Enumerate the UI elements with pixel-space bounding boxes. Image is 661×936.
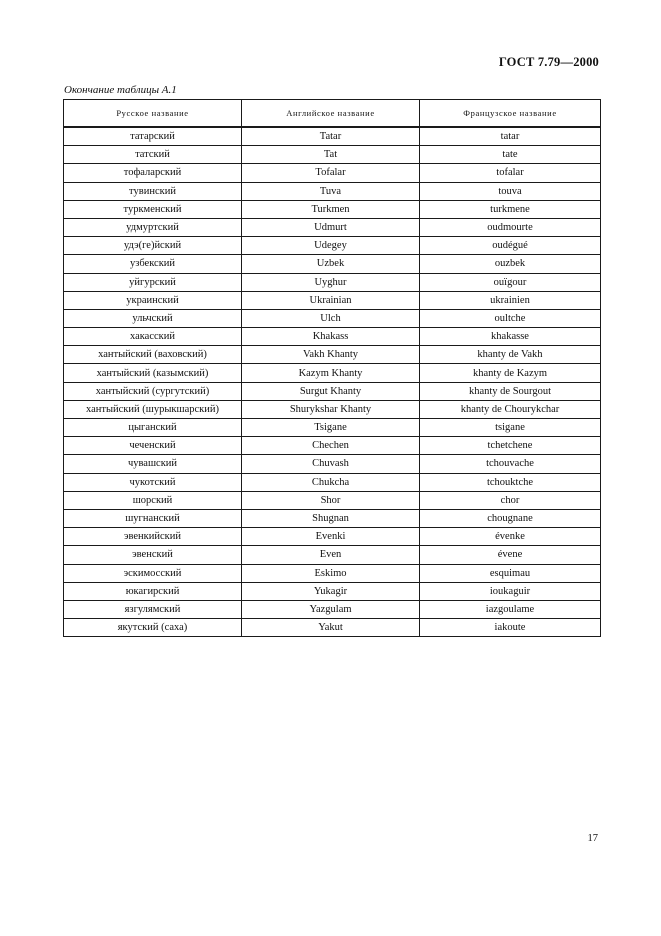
table-row <box>64 127 601 146</box>
french-name-cell: tofalar <box>420 164 601 182</box>
table-row <box>64 582 601 600</box>
english-name-cell: Shor <box>242 491 420 509</box>
russian-name-cell: хакасский <box>64 328 242 346</box>
french-name-cell: ouzbek <box>420 255 601 273</box>
table-row <box>64 237 601 255</box>
table-row <box>64 218 601 236</box>
french-name-cell: oudmourte <box>420 218 601 236</box>
english-name-cell: Yakut <box>242 619 420 637</box>
english-name-cell: Kazym Khanty <box>242 364 420 382</box>
language-names-table <box>63 99 601 637</box>
english-name-cell: Vakh Khanty <box>242 346 420 364</box>
russian-name-cell: чеченский <box>64 437 242 455</box>
russian-name-cell: эвенкийский <box>64 528 242 546</box>
french-name-cell: chor <box>420 491 601 509</box>
table-row <box>64 528 601 546</box>
english-name-cell: Evenki <box>242 528 420 546</box>
russian-name-cell: юкагирский <box>64 582 242 600</box>
french-name-cell: ouïgour <box>420 273 601 291</box>
table-row <box>64 309 601 327</box>
russian-name-cell: чувашский <box>64 455 242 473</box>
table-body <box>64 127 601 637</box>
table-row <box>64 273 601 291</box>
russian-name-cell: чукотский <box>64 473 242 491</box>
table-row <box>64 146 601 164</box>
french-name-cell: khakasse <box>420 328 601 346</box>
english-name-cell: Shugnan <box>242 509 420 527</box>
french-name-cell: ukrainien <box>420 291 601 309</box>
english-name-cell: Uzbek <box>242 255 420 273</box>
english-name-cell: Udegey <box>242 237 420 255</box>
column-header-french: Французское название <box>420 100 601 128</box>
table-row <box>64 400 601 418</box>
english-name-cell: Surgut Khanty <box>242 382 420 400</box>
english-name-cell: Yukagir <box>242 582 420 600</box>
table-row <box>64 564 601 582</box>
french-name-cell: iazgoulame <box>420 600 601 618</box>
russian-name-cell: татский <box>64 146 242 164</box>
french-name-cell: touva <box>420 182 601 200</box>
russian-name-cell: цыганский <box>64 419 242 437</box>
page-number: 17 <box>587 833 598 844</box>
russian-name-cell: шорский <box>64 491 242 509</box>
table-row <box>64 382 601 400</box>
french-name-cell: évene <box>420 546 601 564</box>
french-name-cell: iakoute <box>420 619 601 637</box>
english-name-cell: Chuvash <box>242 455 420 473</box>
russian-name-cell: эскимосский <box>64 564 242 582</box>
russian-name-cell: украинский <box>64 291 242 309</box>
english-name-cell: Turkmen <box>242 200 420 218</box>
english-name-cell: Uyghur <box>242 273 420 291</box>
table-row <box>64 291 601 309</box>
table-row <box>64 600 601 618</box>
english-name-cell: Ukrainian <box>242 291 420 309</box>
russian-name-cell: удэ(ге)йский <box>64 237 242 255</box>
english-name-cell: Chechen <box>242 437 420 455</box>
document-header: ГОСТ 7.79—2000 <box>498 55 599 69</box>
english-name-cell: Tat <box>242 146 420 164</box>
english-name-cell: Khakass <box>242 328 420 346</box>
table-caption: Окончание таблицы А.1 <box>64 84 177 96</box>
table-row <box>64 455 601 473</box>
russian-name-cell: тувинский <box>64 182 242 200</box>
table-row <box>64 364 601 382</box>
french-name-cell: tatar <box>420 127 601 146</box>
french-name-cell: tchetchene <box>420 437 601 455</box>
french-name-cell: khanty de Kazym <box>420 364 601 382</box>
russian-name-cell: язгулямский <box>64 600 242 618</box>
english-name-cell: Ulch <box>242 309 420 327</box>
russian-name-cell: ульчский <box>64 309 242 327</box>
english-name-cell: Tatar <box>242 127 420 146</box>
french-name-cell: tchouktche <box>420 473 601 491</box>
table-row <box>64 200 601 218</box>
russian-name-cell: хантыйский (сургутский) <box>64 382 242 400</box>
russian-name-cell: удмуртский <box>64 218 242 236</box>
table-row <box>64 473 601 491</box>
french-name-cell: tate <box>420 146 601 164</box>
french-name-cell: tchouvache <box>420 455 601 473</box>
table-header-row <box>64 100 601 128</box>
english-name-cell: Tsigane <box>242 419 420 437</box>
english-name-cell: Tofalar <box>242 164 420 182</box>
french-name-cell: esquimau <box>420 564 601 582</box>
russian-name-cell: хантыйский (шурыкшарский) <box>64 400 242 418</box>
table-row <box>64 546 601 564</box>
russian-name-cell: узбекский <box>64 255 242 273</box>
table-row <box>64 419 601 437</box>
russian-name-cell: тофаларский <box>64 164 242 182</box>
russian-name-cell: туркменский <box>64 200 242 218</box>
russian-name-cell: эвенский <box>64 546 242 564</box>
french-name-cell: khanty de Vakh <box>420 346 601 364</box>
table-row <box>64 328 601 346</box>
french-name-cell: khanty de Sourgout <box>420 382 601 400</box>
table-row <box>64 255 601 273</box>
english-name-cell: Udmurt <box>242 218 420 236</box>
russian-name-cell: шугнанский <box>64 509 242 527</box>
english-name-cell: Shurykshar Khanty <box>242 400 420 418</box>
table-row <box>64 164 601 182</box>
table-row <box>64 182 601 200</box>
russian-name-cell: хантыйский (казымский) <box>64 364 242 382</box>
table-row <box>64 619 601 637</box>
english-name-cell: Chukcha <box>242 473 420 491</box>
table-row <box>64 437 601 455</box>
french-name-cell: khanty de Chourykchar <box>420 400 601 418</box>
russian-name-cell: татарский <box>64 127 242 146</box>
french-name-cell: ioukaguir <box>420 582 601 600</box>
russian-name-cell: хантыйский (ваховский) <box>64 346 242 364</box>
column-header-russian: Русское название <box>64 100 242 128</box>
french-name-cell: turkmene <box>420 200 601 218</box>
french-name-cell: oultche <box>420 309 601 327</box>
english-name-cell: Tuva <box>242 182 420 200</box>
french-name-cell: tsigane <box>420 419 601 437</box>
table-row <box>64 509 601 527</box>
column-header-english: Английское название <box>242 100 420 128</box>
french-name-cell: évenke <box>420 528 601 546</box>
french-name-cell: oudégué <box>420 237 601 255</box>
russian-name-cell: якутский (саха) <box>64 619 242 637</box>
english-name-cell: Even <box>242 546 420 564</box>
table-row <box>64 346 601 364</box>
table-row <box>64 491 601 509</box>
french-name-cell: chougnane <box>420 509 601 527</box>
english-name-cell: Yazgulam <box>242 600 420 618</box>
russian-name-cell: уйгурский <box>64 273 242 291</box>
english-name-cell: Eskimo <box>242 564 420 582</box>
